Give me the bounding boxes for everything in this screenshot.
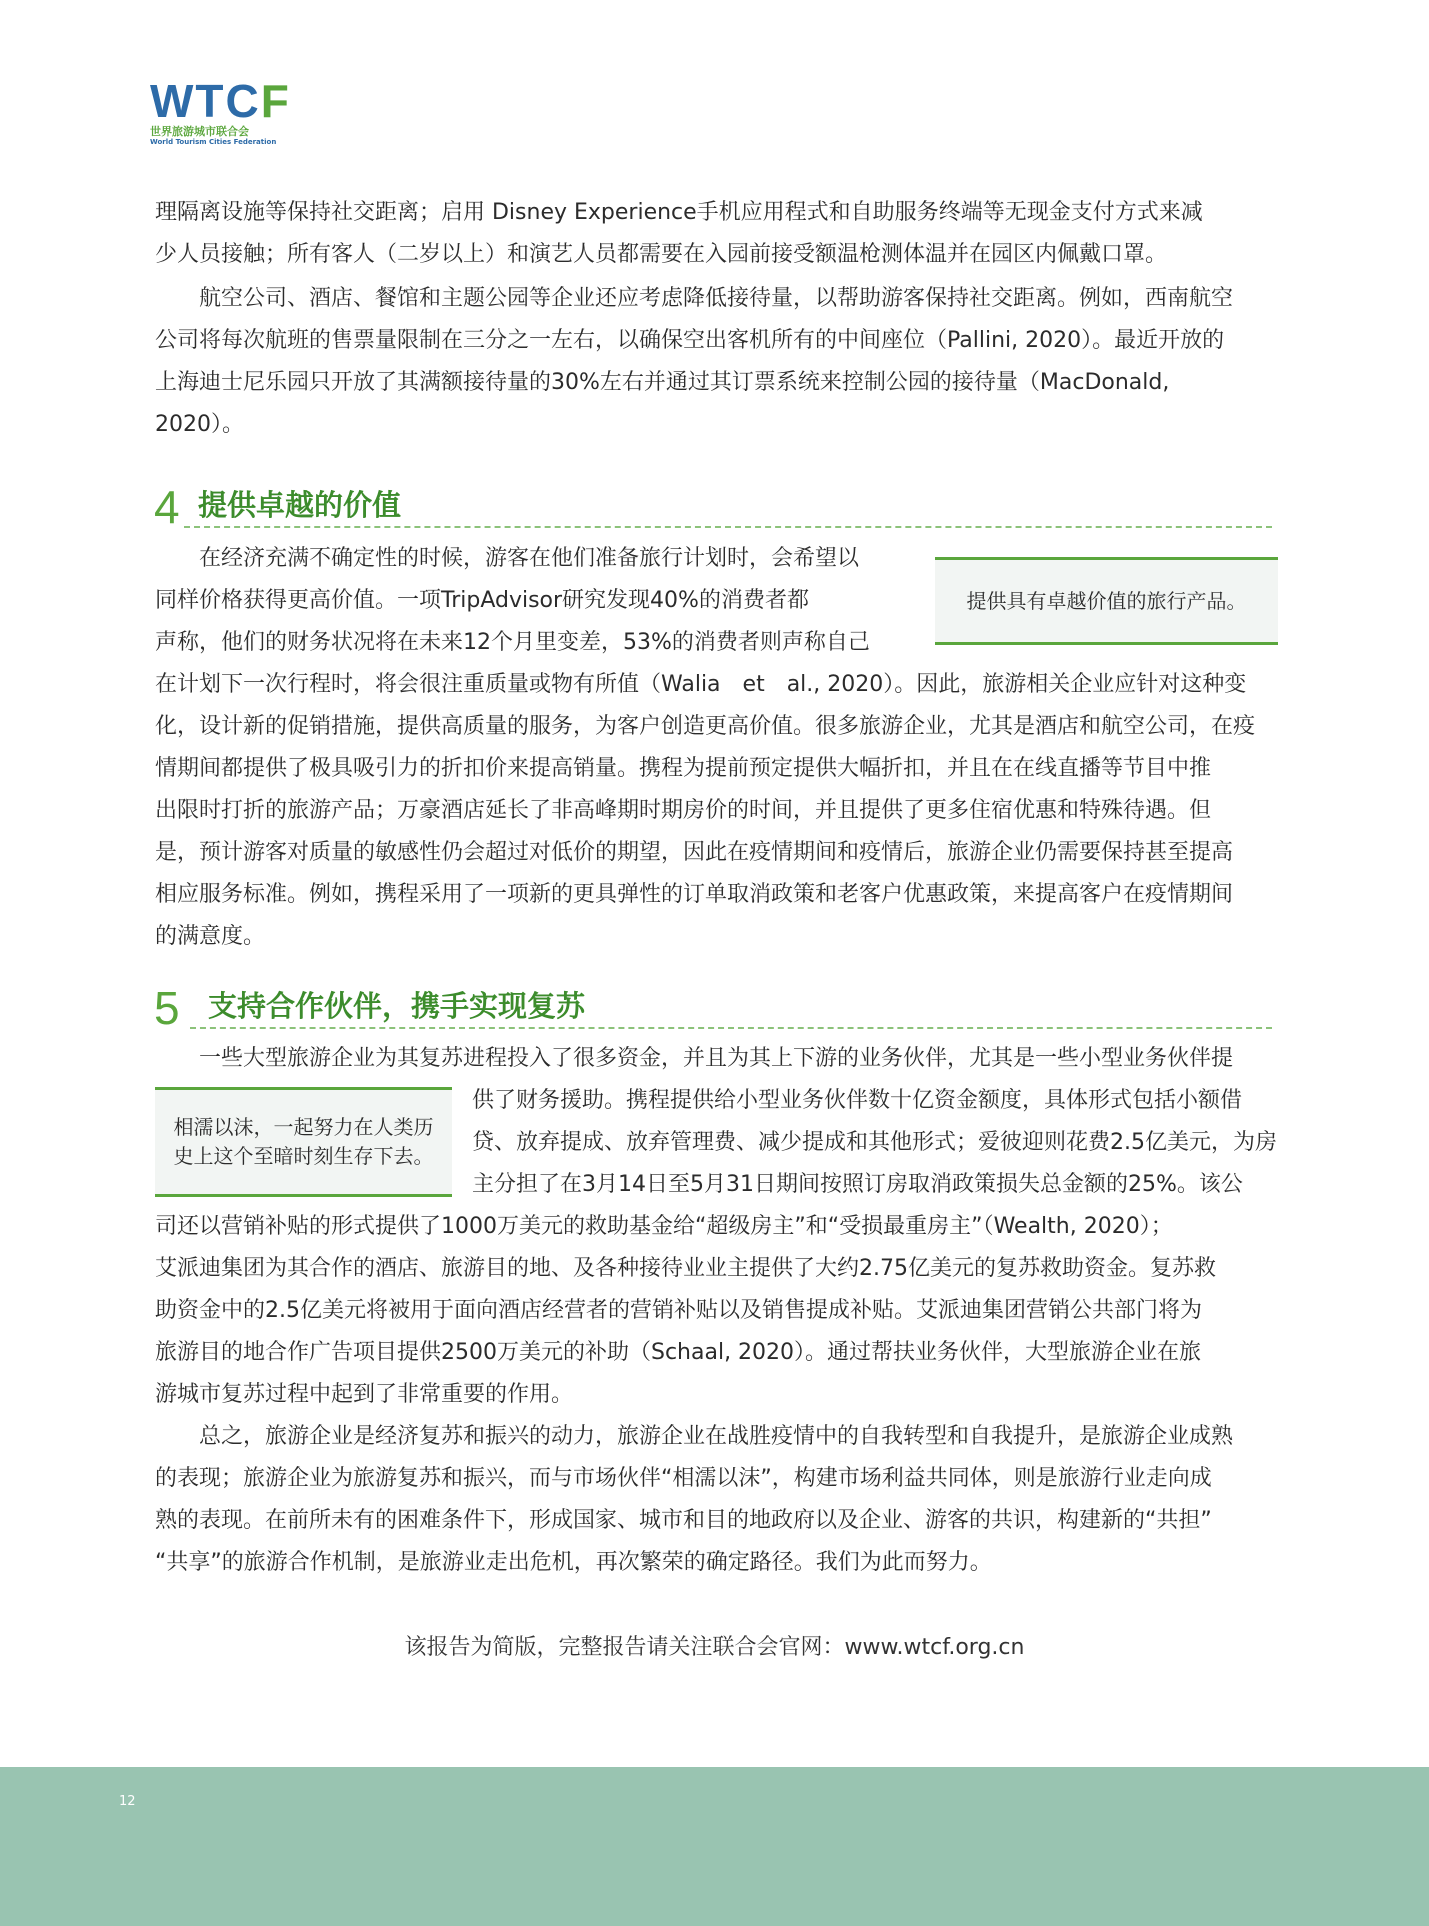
paragraph-4: 司还以营销补贴的形式提供了1000万美元的救助基金给“超级房主”和“受损最重房主”（Wealth, 2020）； 艾派迪集团为其合作的酒店、旅游目的地、及各种接待业业主提供了大约2.75亿美元的复苏救助资金。复苏救 助资金中的2.5亿美元将被用于面向酒店经营者的营销补贴以及销售提成补贴。艾派迪集团营销公共部门将为 旅游目的地合作广告项目提供2500万美元的补助（Schaal, 2020）。通过帮扶业务伙伴，大型旅游企业在旅 游城市复苏过程中起到了非常重要的作用。 bbox=[155, 1214, 1216, 1407]
logo-subtitle-cn: 世界旅游城市联合会 bbox=[150, 125, 249, 138]
callout-box-5: 相濡以沫，一起努力在人类历 史上这个至暗时刻生存下去。 bbox=[155, 1087, 452, 1197]
wtcf-logo bbox=[150, 75, 291, 146]
paragraph-3-narrow: 在经济充满不确定性的时候，游客在他们准备旅行计划时，会希望以 同样价格获得更高价值。一项TripAdvisor研究发现40%的消费者都 声称，他们的财务状况将在未来12个月里变差，53%的消费者则声称自己 bbox=[155, 546, 870, 655]
section-4-heading bbox=[152, 470, 1272, 533]
paragraph-2: 航空公司、酒店、餐馆和主题公园等企业还应考虑降低接待量，以帮助游客保持社交距离。例如，西南航空 公司将每次航班的售票量限制在三分之一左右，以确保空出客机所有的中间座位（Pallini, 2020）。最近开放的 上海迪士尼乐园只开放了其满额接待量的30%左右并通过其订票系统来控制公园的接待量（MacDonald, 2020）。 bbox=[155, 286, 1234, 437]
section-number: 4 bbox=[154, 481, 180, 533]
section-number: 5 bbox=[154, 982, 180, 1034]
paragraph-3: 在计划下一次行程时，将会很注重质量或物有所值（Walia et al., 2020）。因此，旅游相关企业应针对这种变 化，设计新的促销措施，提供高质量的服务，为客户创造更高价值。很多旅游企业，尤其是酒店和航空公司，在疫 情期间都提供了极具吸引力的折扣价来提高销量。携程为提前预定提供大幅折扣，并且在在线直播等节目中推 出限时打折的旅游产品；万豪酒店延长了非高峰期时期房价的时间，并且提供了更多住宿优惠和特殊待遇。但 是，预计游客对质量的敏感性仍会超过对低价的期望，因此在疫情期间和疫情后，旅游企业仍需要保持甚至提高 相应服务标准。例如，携程采用了一项新的更具弹性的订单取消政策和老客户优惠政策，来提高客户在疫情期间 的满意度。 bbox=[155, 672, 1256, 949]
paragraph-4-narrow: 供了财务援助。携程提供给小型业务伙伴数十亿资金额度，具体形式包括小额借 贷、放弃提成、放弃管理费、减少提成和其他形式；爱彼迎则花费2.5亿美元，为房 主分担了在3月14日至5月31日期间按照订房取消政策损失总金额的25%。该公 bbox=[472, 1088, 1277, 1197]
dashed-divider bbox=[190, 1027, 1272, 1029]
footer-band bbox=[0, 1767, 1429, 1926]
paragraph-5: 总之，旅游企业是经济复苏和振兴的动力，旅游企业在战胜疫情中的自我转型和自我提升，是旅游企业成熟 的表现；旅游企业为旅游复苏和振兴，而与市场伙伴“相濡以沫”，构建市场利益共同体，则是旅游行业走向成 熟的表现。在前所未有的困难条件下，形成国家、城市和目的地政府以及企业、游客的共识，构建新的“共担” “共享”的旅游合作机制，是旅游业走出危机，再次繁荣的确定路径。我们为此而努力。 bbox=[155, 1424, 1234, 1575]
page-number: 12 bbox=[119, 1794, 136, 1809]
dashed-divider bbox=[184, 526, 1272, 528]
section-title: 支持合作伙伴，携手实现复苏 bbox=[208, 989, 586, 1023]
footer-note: 该报告为简版，完整报告请关注联合会官网：www.wtcf.org.cn bbox=[404, 1635, 1025, 1660]
section-title: 提供卓越的价值 bbox=[198, 488, 402, 522]
logo-subtitle-en: World Tourism Cities Federation bbox=[150, 138, 277, 146]
paragraph-1: 理隔离设施等保持社交距离；启用 Disney Experience手机应用程式和自助服务终端等无现金支付方式来减 少人员接触；所有客人（二岁以上）和演艺人员都需要在入园前接受额温枪测体温并在园区内佩戴口罩。 bbox=[155, 200, 1203, 267]
section-5-heading bbox=[152, 971, 1272, 1034]
paragraph-4-lead: 一些大型旅游企业为其复苏进程投入了很多资金，并且为其上下游的业务伙伴，尤其是一些小型业务伙伴提 bbox=[155, 1046, 1234, 1071]
logo-mark: WTCF bbox=[150, 75, 291, 127]
callout-box-4: 提供具有卓越价值的旅行产品。 bbox=[935, 557, 1278, 645]
